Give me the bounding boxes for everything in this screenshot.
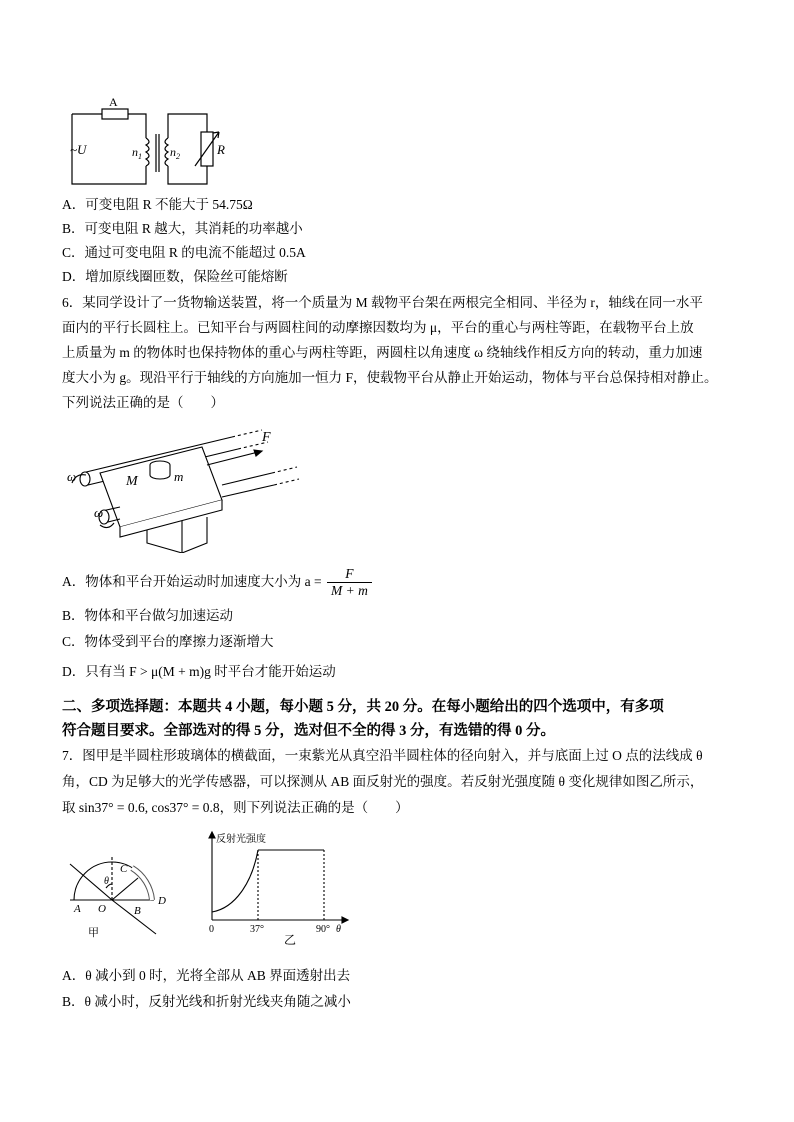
q6-option-c: C．物体受到平台的摩擦力逐渐增大 (62, 634, 274, 649)
q5-option-d: D．增加原线圈匝数，保险丝可能熔断 (62, 269, 288, 284)
label-omega-2: ω (94, 505, 104, 520)
q6-line-1: 6．某同学设计了一货物输送装置，将一个质量为 M 载物平台架在两根完全相同、半径为 r，轴线在同一水平 (62, 295, 703, 310)
q6-line-2: 面内的平行长圆柱上。已知平台与两圆柱间的动摩擦因数均为 μ，平台的重心与两柱等距，在载物平台上放 (62, 320, 694, 335)
graph-origin: 0 (209, 924, 214, 935)
resistor-label: R (217, 142, 225, 157)
reflection-intensity-graph (200, 828, 360, 948)
q5-option-c: C．通过可变电阻 R 的电流不能超过 0.5A (62, 245, 306, 260)
q5-option-b: B．可变电阻 R 越大，其消耗的功率越小 (62, 221, 303, 236)
label-omega-1: ω (67, 469, 77, 484)
ammeter-label: A (109, 96, 118, 109)
graph-tick-37: 37° (250, 924, 264, 935)
source-label: ~U (70, 142, 87, 157)
q7-option-b: B．θ 减小时，反射光线和折射光线夹角随之减小 (62, 994, 351, 1009)
platform-cylinders-figure (62, 425, 302, 553)
graph-xvar: θ (336, 924, 341, 935)
q7-line-1: 7．图甲是半圆柱形玻璃体的横截面，一束紫光从真空沿半圆柱体的径向射入，并与底面上过 O 点的法线成 θ (62, 748, 703, 763)
section-2-heading-line-1: 二、多项选择题：本题共 4 小题，每小题 5 分，共 20 分。在每小题给出的四个选项中，有多项 (62, 699, 664, 715)
label-m: m (174, 469, 184, 484)
label-F: F (262, 430, 271, 445)
fraction-denominator: M + m (327, 582, 372, 599)
graph-tick-90: 90° (316, 924, 330, 935)
q6-option-d: D．只有当 F > μ(M + m)g 时平台才能开始运动 (62, 664, 336, 679)
label-theta: θ (104, 876, 109, 887)
label-C: C (120, 863, 128, 875)
q6-option-a-fraction (327, 566, 372, 599)
label-M: M (126, 474, 138, 489)
q6-option-a-text: A．物体和平台开始运动时加速度大小为 a = (62, 574, 322, 589)
section-2-heading-line-2: 符合题目要求。全部选对的得 5 分，选对但不全的得 3 分，有选错的得 0 分。 (62, 723, 555, 739)
q5-option-a: A．可变电阻 R 不能大于 54.75Ω (62, 197, 253, 212)
q6-option-a (62, 564, 372, 600)
caption-yi: 乙 (284, 933, 297, 947)
graph-ylabel: 反射光强度 (216, 834, 266, 845)
q7-line-2: 角，CD 为足够大的光学传感器，可以探测从 AB 面反射光的强度。若反射光强度随 θ 变化规律如图乙所示， (62, 774, 704, 789)
label-A: A (74, 903, 81, 915)
label-D: D (158, 895, 166, 907)
fuse-ammeter (102, 109, 128, 119)
n1-label: $n_1$ (132, 145, 142, 161)
n2-label: $n_2$ (170, 145, 180, 161)
q6-option-b: B．物体和平台做匀加速运动 (62, 608, 234, 623)
q7-line-3: 取 sin37° = 0.6, cos37° = 0.8，则下列说法正确的是（ ） (62, 800, 409, 815)
caption-jia: 甲 (88, 927, 99, 939)
q6-line-3: 上质量为 m 的物体时也保持物体的重心与两柱等距，两圆柱以角速度 ω 绕轴线作相反方向的转动，重力加速 (62, 345, 703, 360)
q7-option-a: A．θ 减小到 0 时，光将全部从 AB 界面透射出去 (62, 968, 351, 983)
label-B: B (134, 905, 141, 917)
transformer-circuit-figure (62, 96, 232, 188)
q6-line-4: 度大小为 g。现沿平行于轴线的方向施加一恒力 F，使载物平台从静止开始运动，物体与平台总保持相对静止。 (62, 370, 718, 385)
fraction-numerator: F (345, 566, 354, 582)
label-O: O (98, 903, 106, 915)
semicircle-glass-figure (62, 832, 182, 942)
q6-line-5: 下列说法正确的是（ ） (62, 395, 224, 410)
